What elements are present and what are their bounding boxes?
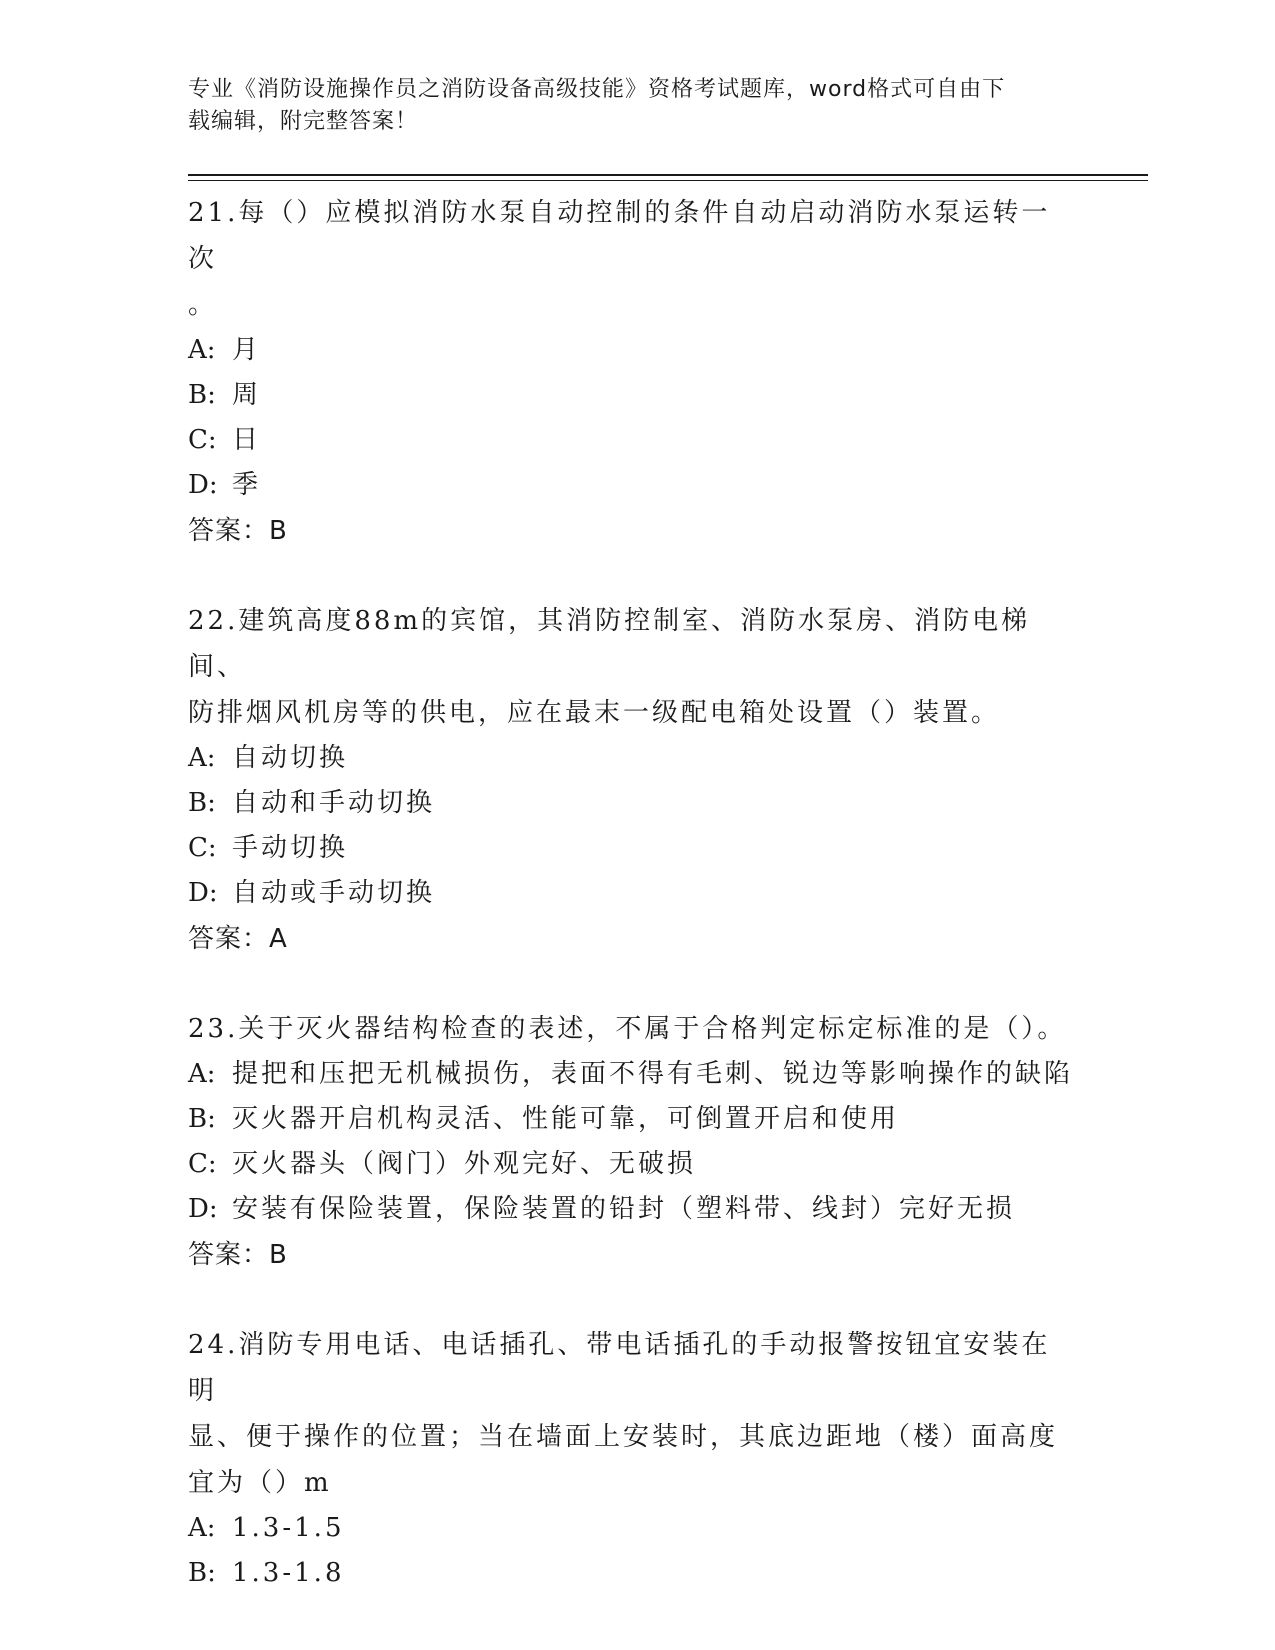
option-text: 日 — [232, 425, 262, 455]
option-key: A: — [188, 743, 216, 773]
option-key: A: — [188, 1513, 216, 1543]
question-stem-cont: 宜为（）m — [188, 1468, 332, 1498]
option-key: C: — [188, 1149, 217, 1179]
option-text: 灭火器开启机构灵活、性能可靠，可倒置开启和使用 — [232, 1104, 900, 1134]
option-key: B: — [188, 1558, 216, 1588]
option-text: 1.3-1.8 — [232, 1558, 345, 1588]
header-line-2: 载编辑，附完整答案！ — [188, 109, 419, 134]
option-key: D: — [188, 1194, 218, 1224]
option-key: D: — [188, 878, 218, 908]
answer-line: 答案：A — [188, 924, 288, 954]
question-22 — [188, 598, 1078, 962]
question-stem: 23.关于灭火器结构检查的表述，不属于合格判定标定标准的是（）。 — [188, 1014, 1067, 1044]
option-text: 灭火器头（阀门）外观完好、无破损 — [232, 1149, 697, 1179]
question-stem-cont: 。 — [188, 290, 218, 320]
option-key: A: — [188, 335, 216, 365]
option-key: B: — [188, 380, 216, 410]
question-stem-cont: 显、便于操作的位置；当在墙面上安装时，其底边距地（楼）面高度 — [188, 1422, 1059, 1452]
option-key: D: — [188, 470, 218, 500]
option-text: 手动切换 — [232, 833, 349, 863]
answer-line: 答案：B — [188, 516, 288, 546]
header-line-1: 专业《消防设施操作员之消防设备高级技能》资格考试题库，word格式可自由下 — [188, 77, 1006, 102]
question-stem: 21.每（）应模拟消防水泵自动控制的条件自动启动消防水泵运转一次 — [188, 198, 1051, 274]
header-divider-thick — [188, 174, 1148, 176]
option-key: A: — [188, 1059, 216, 1089]
question-21 — [188, 190, 1078, 554]
option-c — [188, 826, 1078, 871]
option-a — [188, 328, 1078, 373]
option-d — [188, 463, 1078, 508]
question-stem: 24.消防专用电话、电话插孔、带电话插孔的手动报警按钮宜安装在明 — [188, 1330, 1051, 1406]
option-d — [188, 1187, 1078, 1232]
option-text: 自动切换 — [232, 743, 349, 773]
option-d — [188, 871, 1078, 916]
option-b — [188, 1097, 1078, 1142]
header-divider-thin — [188, 180, 1148, 181]
option-text: 提把和压把无机械损伤，表面不得有毛刺、锐边等影响操作的缺陷 — [232, 1059, 1074, 1089]
option-a — [188, 1052, 1078, 1097]
question-stem-cont: 防排烟风机房等的供电，应在最末一级配电箱处设置（）装置。 — [188, 698, 1001, 728]
option-text: 季 — [232, 470, 262, 500]
option-c — [188, 418, 1078, 463]
option-key: C: — [188, 833, 217, 863]
option-b — [188, 1551, 1078, 1596]
question-list — [188, 190, 1078, 1596]
question-stem: 22.建筑高度88m的宾馆，其消防控制室、消防水泵房、消防电梯间、 — [188, 606, 1031, 682]
option-a — [188, 1506, 1078, 1551]
question-24 — [188, 1322, 1078, 1596]
option-text: 周 — [232, 380, 262, 410]
option-b — [188, 781, 1078, 826]
question-23 — [188, 1006, 1078, 1278]
option-text: 自动和手动切换 — [232, 788, 436, 818]
option-c — [188, 1142, 1078, 1187]
option-key: B: — [188, 788, 216, 818]
option-text: 自动或手动切换 — [232, 878, 436, 908]
option-key: C: — [188, 425, 217, 455]
option-text: 安装有保险装置，保险装置的铅封（塑料带、线封）完好无损 — [232, 1194, 1016, 1224]
answer-line: 答案：B — [188, 1240, 288, 1270]
option-b — [188, 373, 1078, 418]
option-a — [188, 736, 1078, 781]
option-text: 1.3-1.5 — [232, 1513, 345, 1543]
option-key: B: — [188, 1104, 216, 1134]
option-text: 月 — [232, 335, 262, 365]
document-header — [188, 74, 1068, 138]
